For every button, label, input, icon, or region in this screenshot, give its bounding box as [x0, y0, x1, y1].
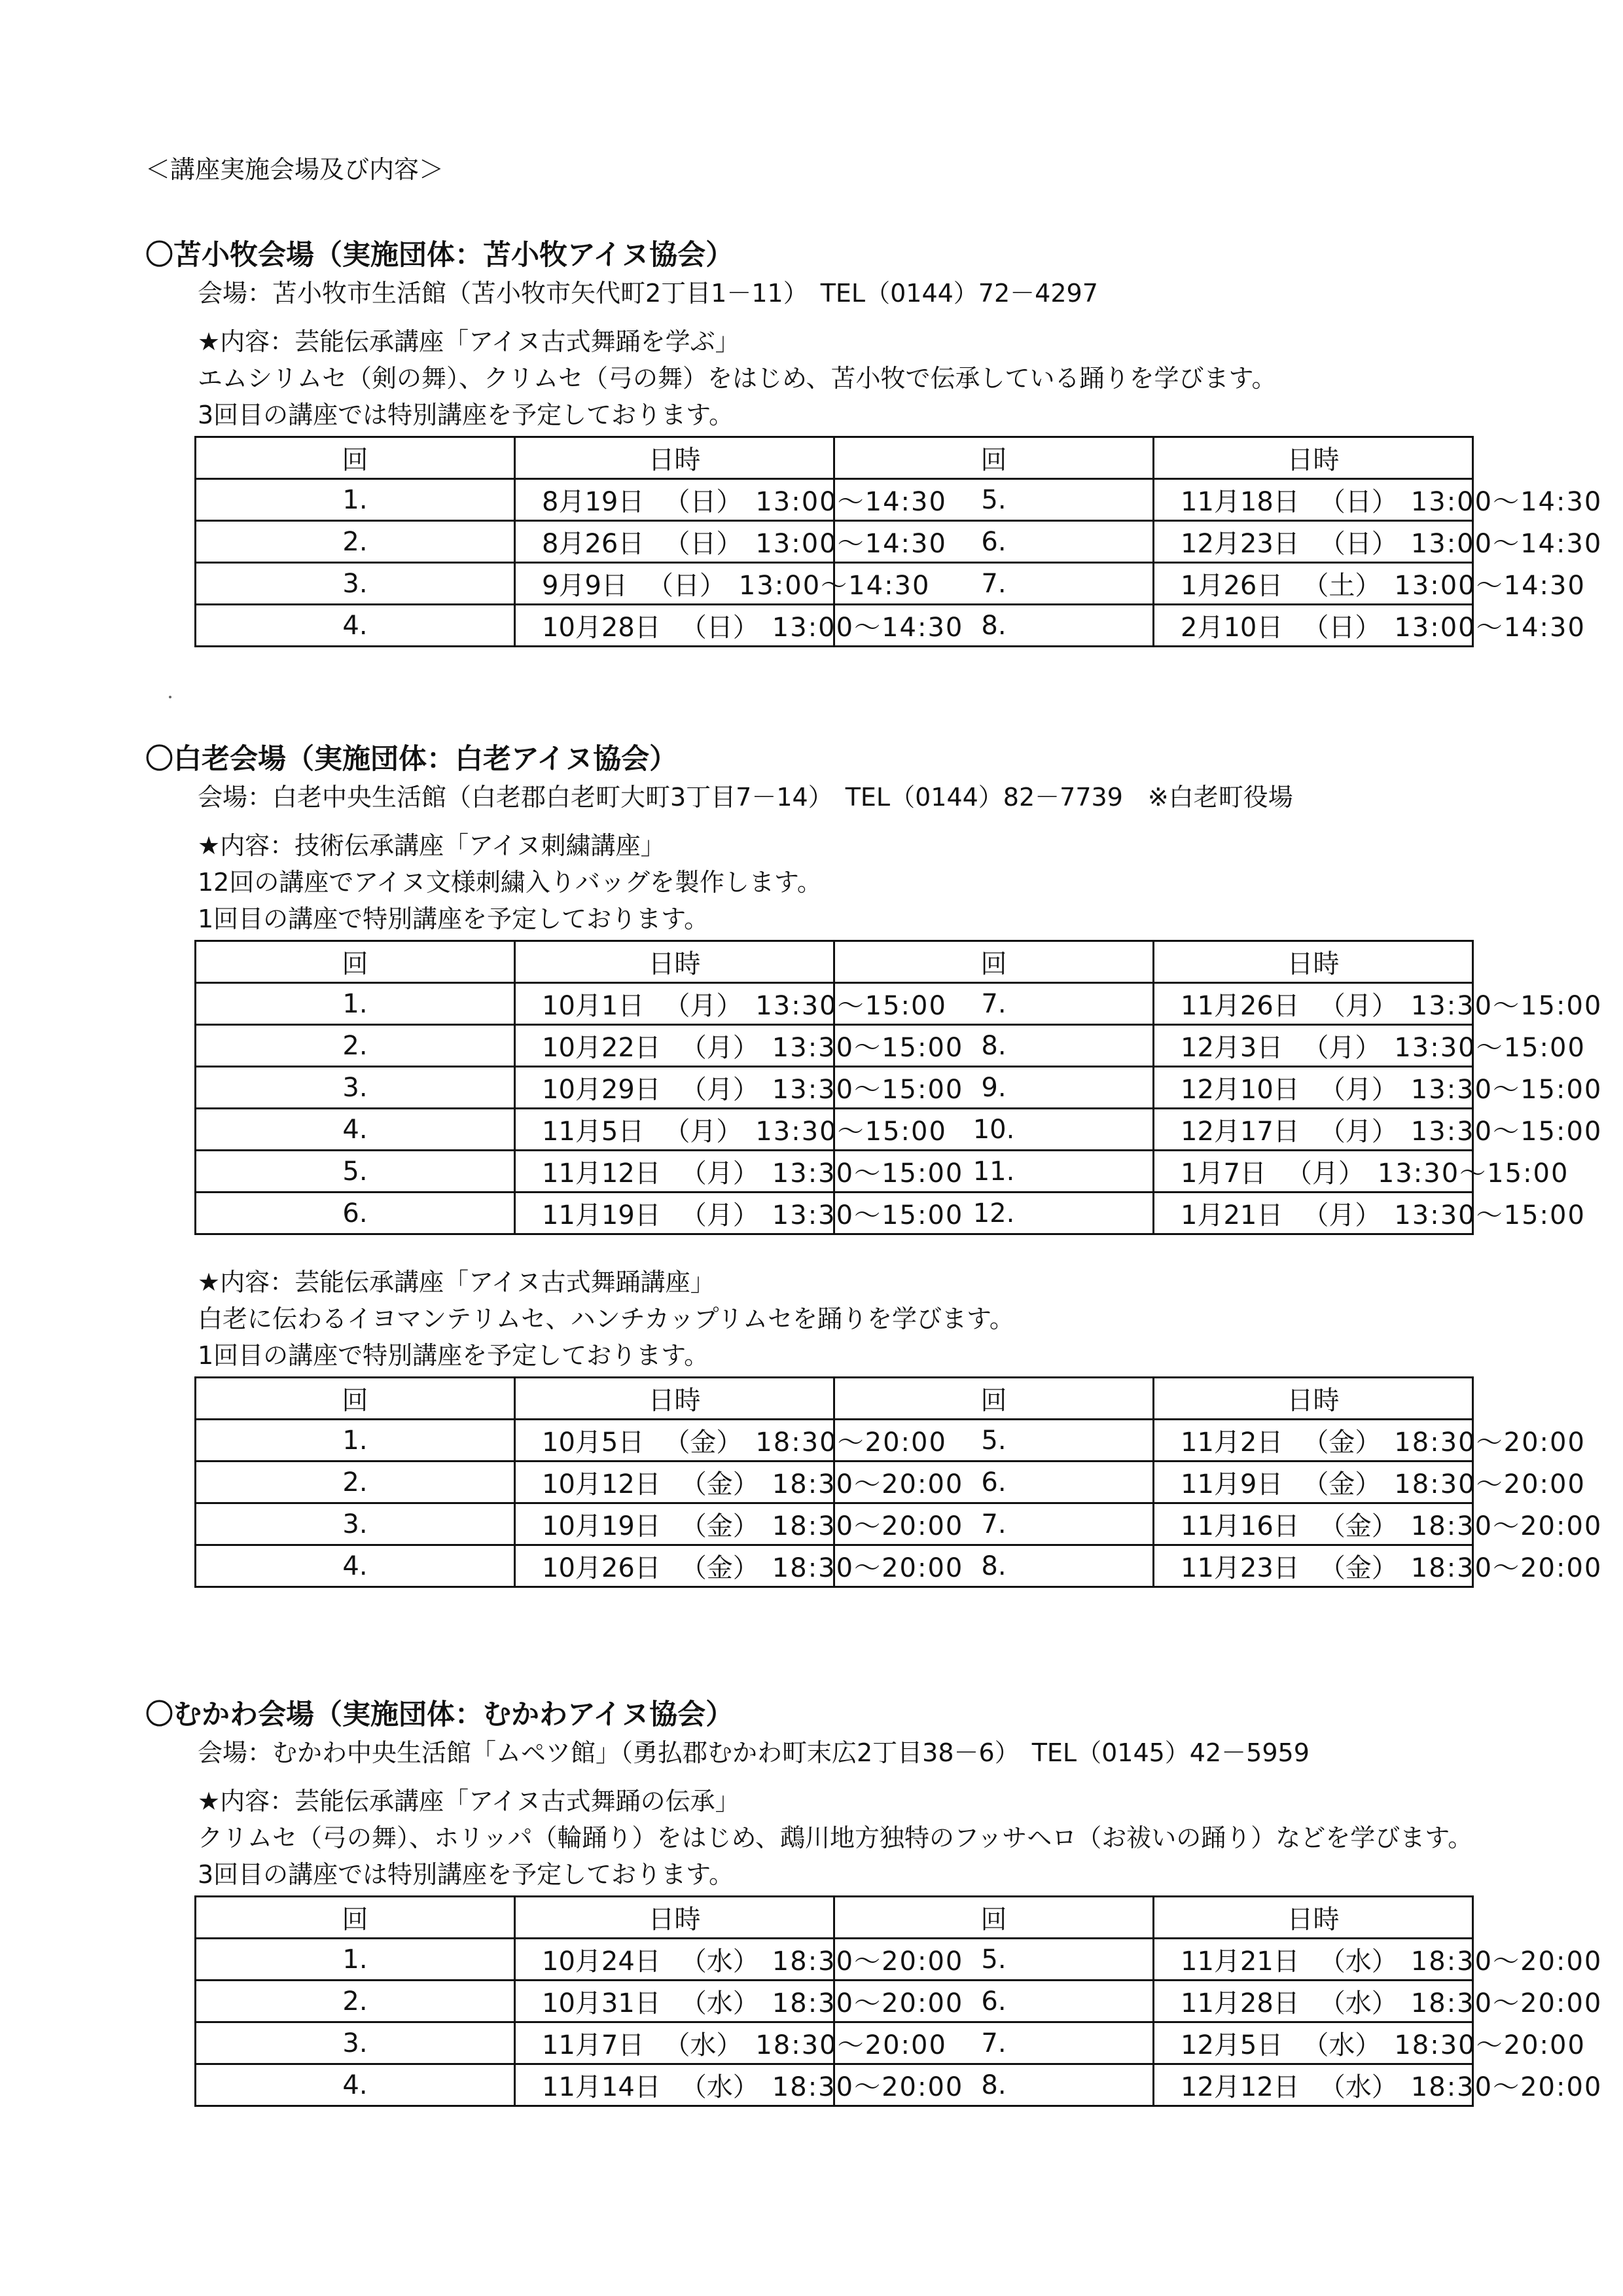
session-date: 12月5日 — [1181, 2030, 1283, 2060]
session-number: 2. — [196, 1025, 515, 1067]
header-datetime: 日時 — [515, 1897, 834, 1939]
session-datetime — [515, 1545, 964, 1587]
session-number: 7. — [834, 563, 1154, 605]
session-number: 6. — [834, 1981, 1154, 2022]
session-number: 2. — [196, 1462, 515, 1503]
session-time: 18:30～20:00 — [772, 1469, 964, 1499]
session-date: 11月23日 — [1181, 1553, 1300, 1583]
session-date: 10月19日 — [542, 1511, 661, 1541]
session-time: 13:30～15:00 — [772, 1200, 964, 1230]
session-date: 8月26日 — [542, 529, 645, 559]
session-date: 11月18日 — [1181, 487, 1300, 517]
datetime-group — [516, 565, 931, 602]
note-line: 3回目の講座では特別講座を予定しております。 — [198, 401, 734, 429]
session-number: 9. — [834, 1067, 1154, 1109]
session-weekday: （水） — [1319, 1988, 1398, 2018]
note-line: 1回目の講座で特別講座を予定しております。 — [198, 1341, 709, 1370]
datetime-group — [1154, 985, 1603, 1022]
session-datetime — [1154, 1420, 1586, 1462]
session-time: 18:30～20:00 — [1410, 1511, 1603, 1541]
header-datetime: 日時 — [515, 437, 834, 479]
session-datetime — [1154, 605, 1586, 647]
note-line: 1回目の講座で特別講座を予定しております。 — [198, 905, 709, 933]
session-date: 11月12日 — [542, 1158, 661, 1189]
session-date: 11月28日 — [1181, 1988, 1300, 2018]
table-row — [196, 1109, 1473, 1151]
session-number: 6. — [834, 521, 1154, 563]
session-time: 13:00～14:30 — [1394, 571, 1586, 601]
session-date: 11月16日 — [1181, 1511, 1300, 1541]
session-time: 18:30～20:00 — [1394, 1469, 1586, 1499]
session-number: 5. — [834, 479, 1154, 521]
schedule-table — [194, 1895, 1603, 2107]
venue-section-shiraoi — [145, 740, 1603, 1588]
session-date: 9月9日 — [542, 571, 628, 601]
session-number: 1. — [196, 1420, 515, 1462]
session-number: 3. — [196, 1503, 515, 1545]
datetime-group — [516, 523, 947, 560]
datetime-group — [1154, 1153, 1569, 1190]
datetime-group — [516, 1941, 964, 1978]
datetime-group — [516, 1422, 947, 1459]
session-number: 4. — [196, 2064, 515, 2106]
session-number: 1. — [196, 983, 515, 1025]
session-number: 10. — [834, 1109, 1154, 1151]
session-datetime — [1154, 1545, 1603, 1587]
session-date: 10月24日 — [542, 1946, 661, 1977]
session-weekday: （日） — [1319, 487, 1398, 517]
venue-line: 会場：白老中央生活館（白老郡白老町大町3丁目7－14） TEL（0144）82－7739 ※白老町役場 — [198, 783, 1293, 812]
session-weekday: （月） — [680, 1033, 759, 1063]
session-datetime — [515, 1503, 964, 1545]
session-time: 18:30～20:00 — [1410, 2072, 1603, 2102]
session-date: 12月12日 — [1181, 2072, 1300, 2102]
session-number: 3. — [196, 1067, 515, 1109]
table-row — [196, 521, 1473, 563]
content-line: ★内容：技術伝承講座「アイヌ刺繍講座」 — [198, 831, 666, 860]
table-row — [196, 983, 1473, 1025]
datetime-group — [516, 481, 947, 518]
header-num: 回 — [834, 437, 1154, 479]
header-num: 回 — [196, 1897, 515, 1939]
datetime-group — [1154, 1194, 1586, 1232]
session-weekday: （水） — [680, 1946, 759, 1977]
note-line: 3回目の講座では特別講座を予定しております。 — [198, 1860, 734, 1889]
session-time: 18:30～20:00 — [772, 1553, 964, 1583]
table-row — [196, 1025, 1473, 1067]
header-datetime: 日時 — [1154, 437, 1473, 479]
session-weekday: （月） — [680, 1075, 759, 1105]
session-date: 10月26日 — [542, 1553, 661, 1583]
session-time: 13:30～15:00 — [1410, 1075, 1603, 1105]
session-date: 12月3日 — [1181, 1033, 1283, 1063]
session-datetime — [515, 1151, 964, 1193]
session-time: 18:30～20:00 — [1410, 1946, 1603, 1977]
session-time: 13:00～14:30 — [772, 613, 964, 643]
session-datetime — [515, 1939, 964, 1981]
session-date: 11月14日 — [542, 2072, 661, 2102]
datetime-group — [516, 1463, 964, 1501]
session-datetime — [515, 521, 947, 563]
session-datetime — [1154, 1025, 1586, 1067]
session-number: 7. — [834, 983, 1154, 1025]
header-num: 回 — [196, 941, 515, 983]
session-number: 5. — [834, 1939, 1154, 1981]
schedule-table — [194, 436, 1603, 647]
table-row — [196, 1503, 1473, 1545]
description-line: クリムセ（弓の舞）、ホリッパ（輪踊り）をはじめ、鵡川地方独特のフッサヘロ（お祓いの踊り）などを学びます。 — [198, 1823, 1473, 1852]
table-header-row — [196, 437, 1473, 479]
session-weekday: （月） — [1319, 1117, 1398, 1147]
session-number: 1. — [196, 479, 515, 521]
datetime-group — [1154, 481, 1603, 518]
table-row — [196, 1462, 1473, 1503]
session-number: 7. — [834, 2022, 1154, 2064]
session-time: 13:30～15:00 — [772, 1033, 964, 1063]
datetime-group — [516, 1982, 964, 2020]
session-weekday: （月） — [1319, 1075, 1398, 1105]
session-number: 4. — [196, 1545, 515, 1587]
session-weekday: （金） — [680, 1553, 759, 1583]
datetime-group — [1154, 1463, 1586, 1501]
session-time: 13:30～15:00 — [1410, 991, 1603, 1021]
session-date: 12月23日 — [1181, 529, 1300, 559]
section-title: 〇むかわ会場（実施団体：むかわアイヌ協会） — [145, 1698, 734, 1731]
table-row — [196, 1981, 1473, 2022]
session-weekday: （月） — [1285, 1158, 1364, 1189]
datetime-group — [516, 1547, 964, 1585]
session-datetime — [1154, 983, 1603, 1025]
header-num: 回 — [196, 1378, 515, 1420]
session-number: 8. — [834, 2064, 1154, 2106]
session-number: 8. — [834, 1025, 1154, 1067]
session-weekday: （金） — [1319, 1553, 1398, 1583]
session-time: 13:00～14:30 — [738, 571, 931, 601]
table-row — [196, 605, 1473, 647]
session-time: 18:30～20:00 — [755, 2030, 947, 2060]
session-datetime — [1154, 521, 1603, 563]
session-weekday: （水） — [680, 1988, 759, 2018]
description-line: 白老に伝わるイヨマンテリムセ、ハンチカップリムセを踊りを学びます。 — [198, 1304, 1014, 1333]
session-date: 11月9日 — [1181, 1469, 1283, 1499]
session-weekday: （水） — [680, 2072, 759, 2102]
session-number: 1. — [196, 1939, 515, 1981]
session-time: 18:30～20:00 — [1394, 1427, 1586, 1458]
datetime-group — [516, 1027, 964, 1064]
session-date: 10月1日 — [542, 991, 645, 1021]
session-weekday: （水） — [1302, 2030, 1382, 2060]
datetime-group — [516, 2066, 964, 2104]
venue-section-tomakomai — [145, 236, 1603, 647]
table-header-row — [196, 1897, 1473, 1939]
datetime-group — [516, 2024, 947, 2062]
scan-speck — [169, 696, 171, 698]
session-time: 18:30～20:00 — [772, 1988, 964, 2018]
datetime-group — [1154, 565, 1586, 602]
session-number: 12. — [834, 1193, 1154, 1234]
table-row — [196, 1545, 1473, 1587]
datetime-group — [1154, 1505, 1603, 1543]
session-datetime — [515, 1109, 947, 1151]
session-datetime — [515, 1025, 964, 1067]
header-num: 回 — [834, 1897, 1154, 1939]
datetime-group — [516, 1111, 947, 1148]
session-number: 2. — [196, 521, 515, 563]
venue-line: 会場：むかわ中央生活館「ムペツ館」（勇払郡むかわ町末広2丁目38－6） TEL（0145）42－5959 — [198, 1738, 1310, 1767]
session-datetime — [1154, 2022, 1586, 2064]
content-line: ★内容：芸能伝承講座「アイヌ古式舞踊の伝承」 — [198, 1787, 740, 1816]
session-datetime — [1154, 1462, 1586, 1503]
datetime-group — [1154, 1941, 1603, 1978]
session-datetime — [515, 1067, 964, 1109]
table-row — [196, 1420, 1473, 1462]
session-date: 2月10日 — [1181, 613, 1283, 643]
session-weekday: （日） — [647, 571, 726, 601]
datetime-group — [1154, 1111, 1603, 1148]
session-time: 13:30～15:00 — [755, 991, 947, 1021]
header-datetime: 日時 — [1154, 1378, 1473, 1420]
session-weekday: （月） — [664, 1117, 743, 1147]
session-time: 13:30～15:00 — [772, 1158, 964, 1189]
session-datetime — [1154, 2064, 1603, 2106]
session-time: 13:00～14:30 — [1410, 487, 1603, 517]
datetime-group — [516, 1194, 964, 1232]
venue-section-mukawa — [145, 1695, 1603, 2107]
session-time: 13:30～15:00 — [1410, 1117, 1603, 1147]
session-number: 5. — [196, 1151, 515, 1193]
session-date: 11月2日 — [1181, 1427, 1283, 1458]
description-line: エムシリムセ（剣の舞）、クリムセ（弓の舞）をはじめ、苫小牧で伝承している踊りを学びます。 — [198, 364, 1277, 393]
session-weekday: （月） — [680, 1158, 759, 1189]
table-row — [196, 563, 1473, 605]
session-date: 11月19日 — [542, 1200, 661, 1230]
venue-line: 会場：苫小牧市生活館（苫小牧市矢代町2丁目1－11） TEL（0144）72－4297 — [198, 279, 1098, 308]
session-number: 8. — [834, 1545, 1154, 1587]
datetime-group — [1154, 2066, 1603, 2104]
session-time: 18:30～20:00 — [1394, 2030, 1586, 2060]
datetime-group — [1154, 1422, 1586, 1459]
table-row — [196, 1151, 1473, 1193]
datetime-group — [1154, 1027, 1586, 1064]
session-datetime — [515, 605, 964, 647]
session-datetime — [1154, 1981, 1603, 2022]
session-time: 18:30～20:00 — [1410, 1988, 1603, 2018]
session-date: 1月26日 — [1181, 571, 1283, 601]
session-datetime — [1154, 479, 1603, 521]
header-num: 回 — [196, 437, 515, 479]
session-number: 4. — [196, 1109, 515, 1151]
session-weekday: （日） — [680, 613, 759, 643]
session-time: 18:30～20:00 — [1410, 1553, 1603, 1583]
session-time: 13:30～15:00 — [1394, 1033, 1586, 1063]
session-time: 18:30～20:00 — [772, 1946, 964, 1977]
session-date: 10月28日 — [542, 613, 661, 643]
session-weekday: （金） — [1302, 1469, 1382, 1499]
description-line: 12回の講座でアイヌ文様刺繍入りバッグを製作します。 — [198, 868, 822, 897]
datetime-group — [1154, 2024, 1586, 2062]
session-weekday: （日） — [1302, 613, 1382, 643]
session-datetime — [515, 1462, 964, 1503]
datetime-group — [516, 1069, 964, 1106]
datetime-group — [1154, 1982, 1603, 2020]
session-date: 12月17日 — [1181, 1117, 1300, 1147]
session-date: 11月5日 — [542, 1117, 645, 1147]
datetime-group — [1154, 1069, 1603, 1106]
session-datetime — [515, 563, 931, 605]
session-datetime — [1154, 1939, 1603, 1981]
session-weekday: （水） — [1319, 2072, 1398, 2102]
header-datetime: 日時 — [515, 941, 834, 983]
schedule-table — [194, 940, 1603, 1235]
session-number: 4. — [196, 605, 515, 647]
session-date: 11月26日 — [1181, 991, 1300, 1021]
session-number: 3. — [196, 563, 515, 605]
schedule-table — [194, 1376, 1603, 1588]
content-line: ★内容：芸能伝承講座「アイヌ古式舞踊を学ぶ」 — [198, 327, 740, 356]
session-weekday: （金） — [1319, 1511, 1398, 1541]
session-weekday: （日） — [1319, 529, 1398, 559]
session-date: 10月22日 — [542, 1033, 661, 1063]
session-weekday: （月） — [664, 991, 743, 1021]
session-date: 10月29日 — [542, 1075, 661, 1105]
session-datetime — [515, 2064, 964, 2106]
datetime-group — [1154, 607, 1586, 644]
table-header-row — [196, 941, 1473, 983]
session-date: 11月7日 — [542, 2030, 645, 2060]
table-header-row — [196, 1378, 1473, 1420]
table-row — [196, 2064, 1473, 2106]
session-weekday: （日） — [664, 529, 743, 559]
session-date: 10月5日 — [542, 1427, 645, 1458]
datetime-group — [516, 607, 964, 644]
session-date: 10月12日 — [542, 1469, 661, 1499]
session-datetime — [1154, 1503, 1603, 1545]
session-date: 10月31日 — [542, 1988, 661, 2018]
table-row — [196, 1067, 1473, 1109]
session-date: 12月10日 — [1181, 1075, 1300, 1105]
table-row — [196, 1939, 1473, 1981]
session-time: 13:00～14:30 — [1410, 529, 1603, 559]
session-weekday: （土） — [1302, 571, 1382, 601]
session-datetime — [515, 1420, 947, 1462]
session-weekday: （月） — [1302, 1200, 1382, 1230]
section-title: 〇苫小牧会場（実施団体：苫小牧アイヌ協会） — [145, 239, 734, 272]
session-date: 1月7日 — [1181, 1158, 1266, 1189]
session-number: 7. — [834, 1503, 1154, 1545]
session-time: 13:30～15:00 — [772, 1075, 964, 1105]
session-datetime — [1154, 563, 1586, 605]
session-time: 13:00～14:30 — [755, 487, 947, 517]
datetime-group — [516, 1153, 964, 1190]
content-line: ★内容：芸能伝承講座「アイヌ古式舞踊講座」 — [198, 1268, 715, 1297]
session-number: 8. — [834, 605, 1154, 647]
session-weekday: （金） — [680, 1469, 759, 1499]
session-date: 8月19日 — [542, 487, 645, 517]
session-weekday: （金） — [664, 1427, 743, 1458]
datetime-group — [516, 985, 947, 1022]
session-date: 11月21日 — [1181, 1946, 1300, 1977]
session-time: 13:30～15:00 — [755, 1117, 947, 1147]
session-weekday: （日） — [664, 487, 743, 517]
table-row — [196, 2022, 1473, 2064]
table-row — [196, 1193, 1473, 1234]
header-datetime: 日時 — [515, 1378, 834, 1420]
session-time: 18:30～20:00 — [772, 2072, 964, 2102]
session-weekday: （金） — [680, 1511, 759, 1541]
session-datetime — [1154, 1067, 1603, 1109]
page-header: ＜講座実施会場及び内容＞ — [145, 155, 444, 184]
session-datetime — [1154, 1193, 1586, 1234]
header-datetime: 日時 — [1154, 1897, 1473, 1939]
session-number: 11. — [834, 1151, 1154, 1193]
session-weekday: （水） — [664, 2030, 743, 2060]
session-time: 13:30～15:00 — [1377, 1158, 1569, 1189]
session-datetime — [515, 1981, 964, 2022]
session-weekday: （水） — [1319, 1946, 1398, 1977]
header-num: 回 — [834, 1378, 1154, 1420]
session-weekday: （月） — [1319, 991, 1398, 1021]
session-datetime — [515, 479, 947, 521]
session-number: 5. — [834, 1420, 1154, 1462]
session-time: 18:30～20:00 — [755, 1427, 947, 1458]
datetime-group — [1154, 523, 1603, 560]
session-number: 6. — [834, 1462, 1154, 1503]
session-time: 13:00～14:30 — [1394, 613, 1586, 643]
session-datetime — [1154, 1151, 1569, 1193]
session-datetime — [1154, 1109, 1603, 1151]
session-time: 13:00～14:30 — [755, 529, 947, 559]
header-num: 回 — [834, 941, 1154, 983]
session-date: 1月21日 — [1181, 1200, 1283, 1230]
session-number: 3. — [196, 2022, 515, 2064]
session-datetime — [515, 2022, 947, 2064]
session-weekday: （金） — [1302, 1427, 1382, 1458]
session-number: 2. — [196, 1981, 515, 2022]
session-time: 18:30～20:00 — [772, 1511, 964, 1541]
session-weekday: （月） — [680, 1200, 759, 1230]
session-datetime — [515, 983, 947, 1025]
section-title: 〇白老会場（実施団体：白老アイヌ協会） — [145, 743, 678, 776]
datetime-group — [1154, 1547, 1603, 1585]
session-number: 6. — [196, 1193, 515, 1234]
table-row — [196, 479, 1473, 521]
session-datetime — [515, 1193, 964, 1234]
session-weekday: （月） — [1302, 1033, 1382, 1063]
datetime-group — [516, 1505, 964, 1543]
header-datetime: 日時 — [1154, 941, 1473, 983]
session-time: 13:30～15:00 — [1394, 1200, 1586, 1230]
